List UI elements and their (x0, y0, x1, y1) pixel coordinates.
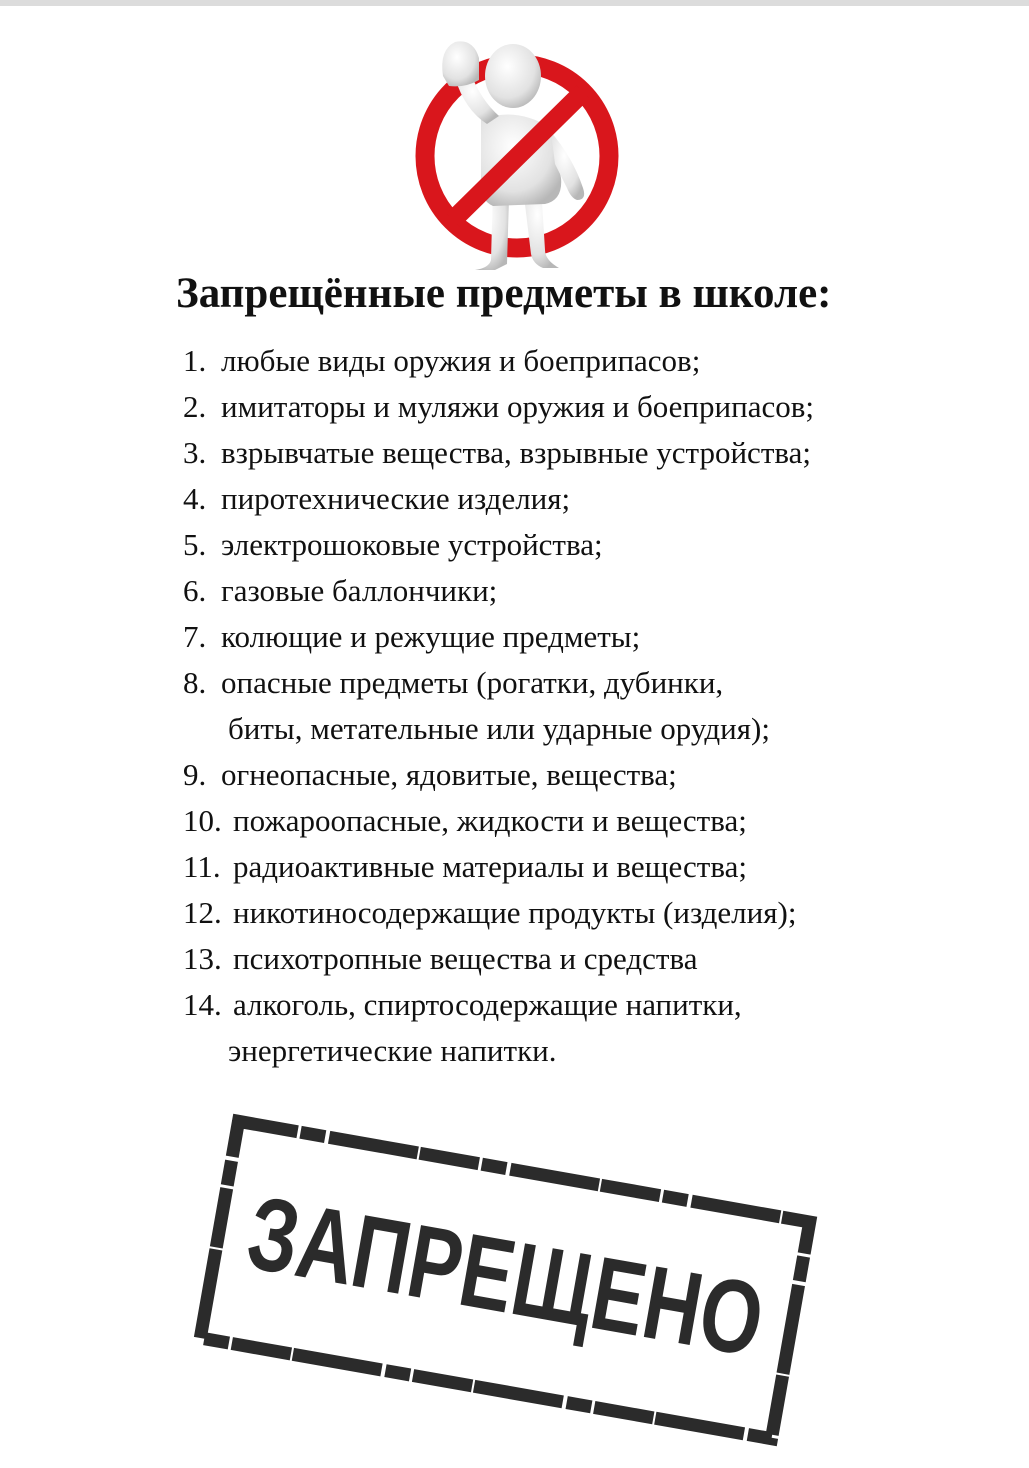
list-item (183, 614, 1003, 660)
rubber-stamp-icon (180, 1100, 933, 1460)
item-text: алкоголь, спиртосодержащие напитки, (233, 987, 742, 1022)
top-edge-bar (0, 0, 1029, 6)
list-item-continuation (183, 706, 1003, 752)
prohibited-items-list (183, 338, 1003, 1074)
item-number: 7. (183, 619, 207, 654)
item-number: 9. (183, 757, 207, 792)
item-text: колющие и режущие предметы; (221, 619, 641, 654)
list-item (183, 476, 1003, 522)
item-text: психотропные вещества и средства (233, 941, 698, 976)
item-text: газовые баллончики; (221, 573, 498, 608)
item-text: взрывчатые вещества, взрывные устройства; (221, 435, 811, 470)
list-item (183, 890, 1003, 936)
item-number: 13. (183, 941, 222, 976)
item-number: 3. (183, 435, 207, 470)
item-number: 5. (183, 527, 207, 562)
item-text: имитаторы и муляжи оружия и боеприпасов; (221, 389, 814, 424)
item-number: 6. (183, 573, 207, 608)
item-number: 11. (183, 849, 221, 884)
list-item (183, 798, 1003, 844)
list-item (183, 522, 1003, 568)
list-item (183, 982, 1003, 1028)
item-number: 4. (183, 481, 207, 516)
list-item (183, 844, 1003, 890)
item-text: огнеопасные, ядовитые, вещества; (221, 757, 677, 792)
item-text: радиоактивные материалы и вещества; (233, 849, 747, 884)
item-number: 12. (183, 895, 222, 930)
list-item (183, 384, 1003, 430)
list-item (183, 936, 1003, 982)
list-item (183, 752, 1003, 798)
item-text: пожароопасные, жидкости и вещества; (233, 803, 747, 838)
item-text: никотиносодержащие продукты (изделия); (233, 895, 797, 930)
no-entry-person-icon (395, 28, 645, 278)
item-number: 14. (183, 987, 222, 1022)
stamp-text: ЗАПРЕЩЕНО (239, 1174, 933, 1408)
item-number: 10. (183, 803, 222, 838)
list-item (183, 568, 1003, 614)
item-text: любые виды оружия и боеприпасов; (221, 343, 701, 378)
list-item-continuation (183, 1028, 1003, 1074)
item-text-continuation: энергетические напитки. (228, 1033, 557, 1068)
item-number: 2. (183, 389, 207, 424)
item-number: 8. (183, 665, 207, 700)
list-item (183, 430, 1003, 476)
list-item (183, 338, 1003, 384)
item-number: 1. (183, 343, 207, 378)
item-text: электрошоковые устройства; (221, 527, 603, 562)
list-item (183, 660, 1003, 706)
item-text-continuation: биты, метательные или ударные орудия); (228, 711, 770, 746)
item-text: пиротехнические изделия; (221, 481, 571, 516)
page-title: Запрещённые предметы в школе: (176, 270, 832, 317)
item-text: опасные предметы (рогатки, дубинки, (221, 665, 724, 700)
